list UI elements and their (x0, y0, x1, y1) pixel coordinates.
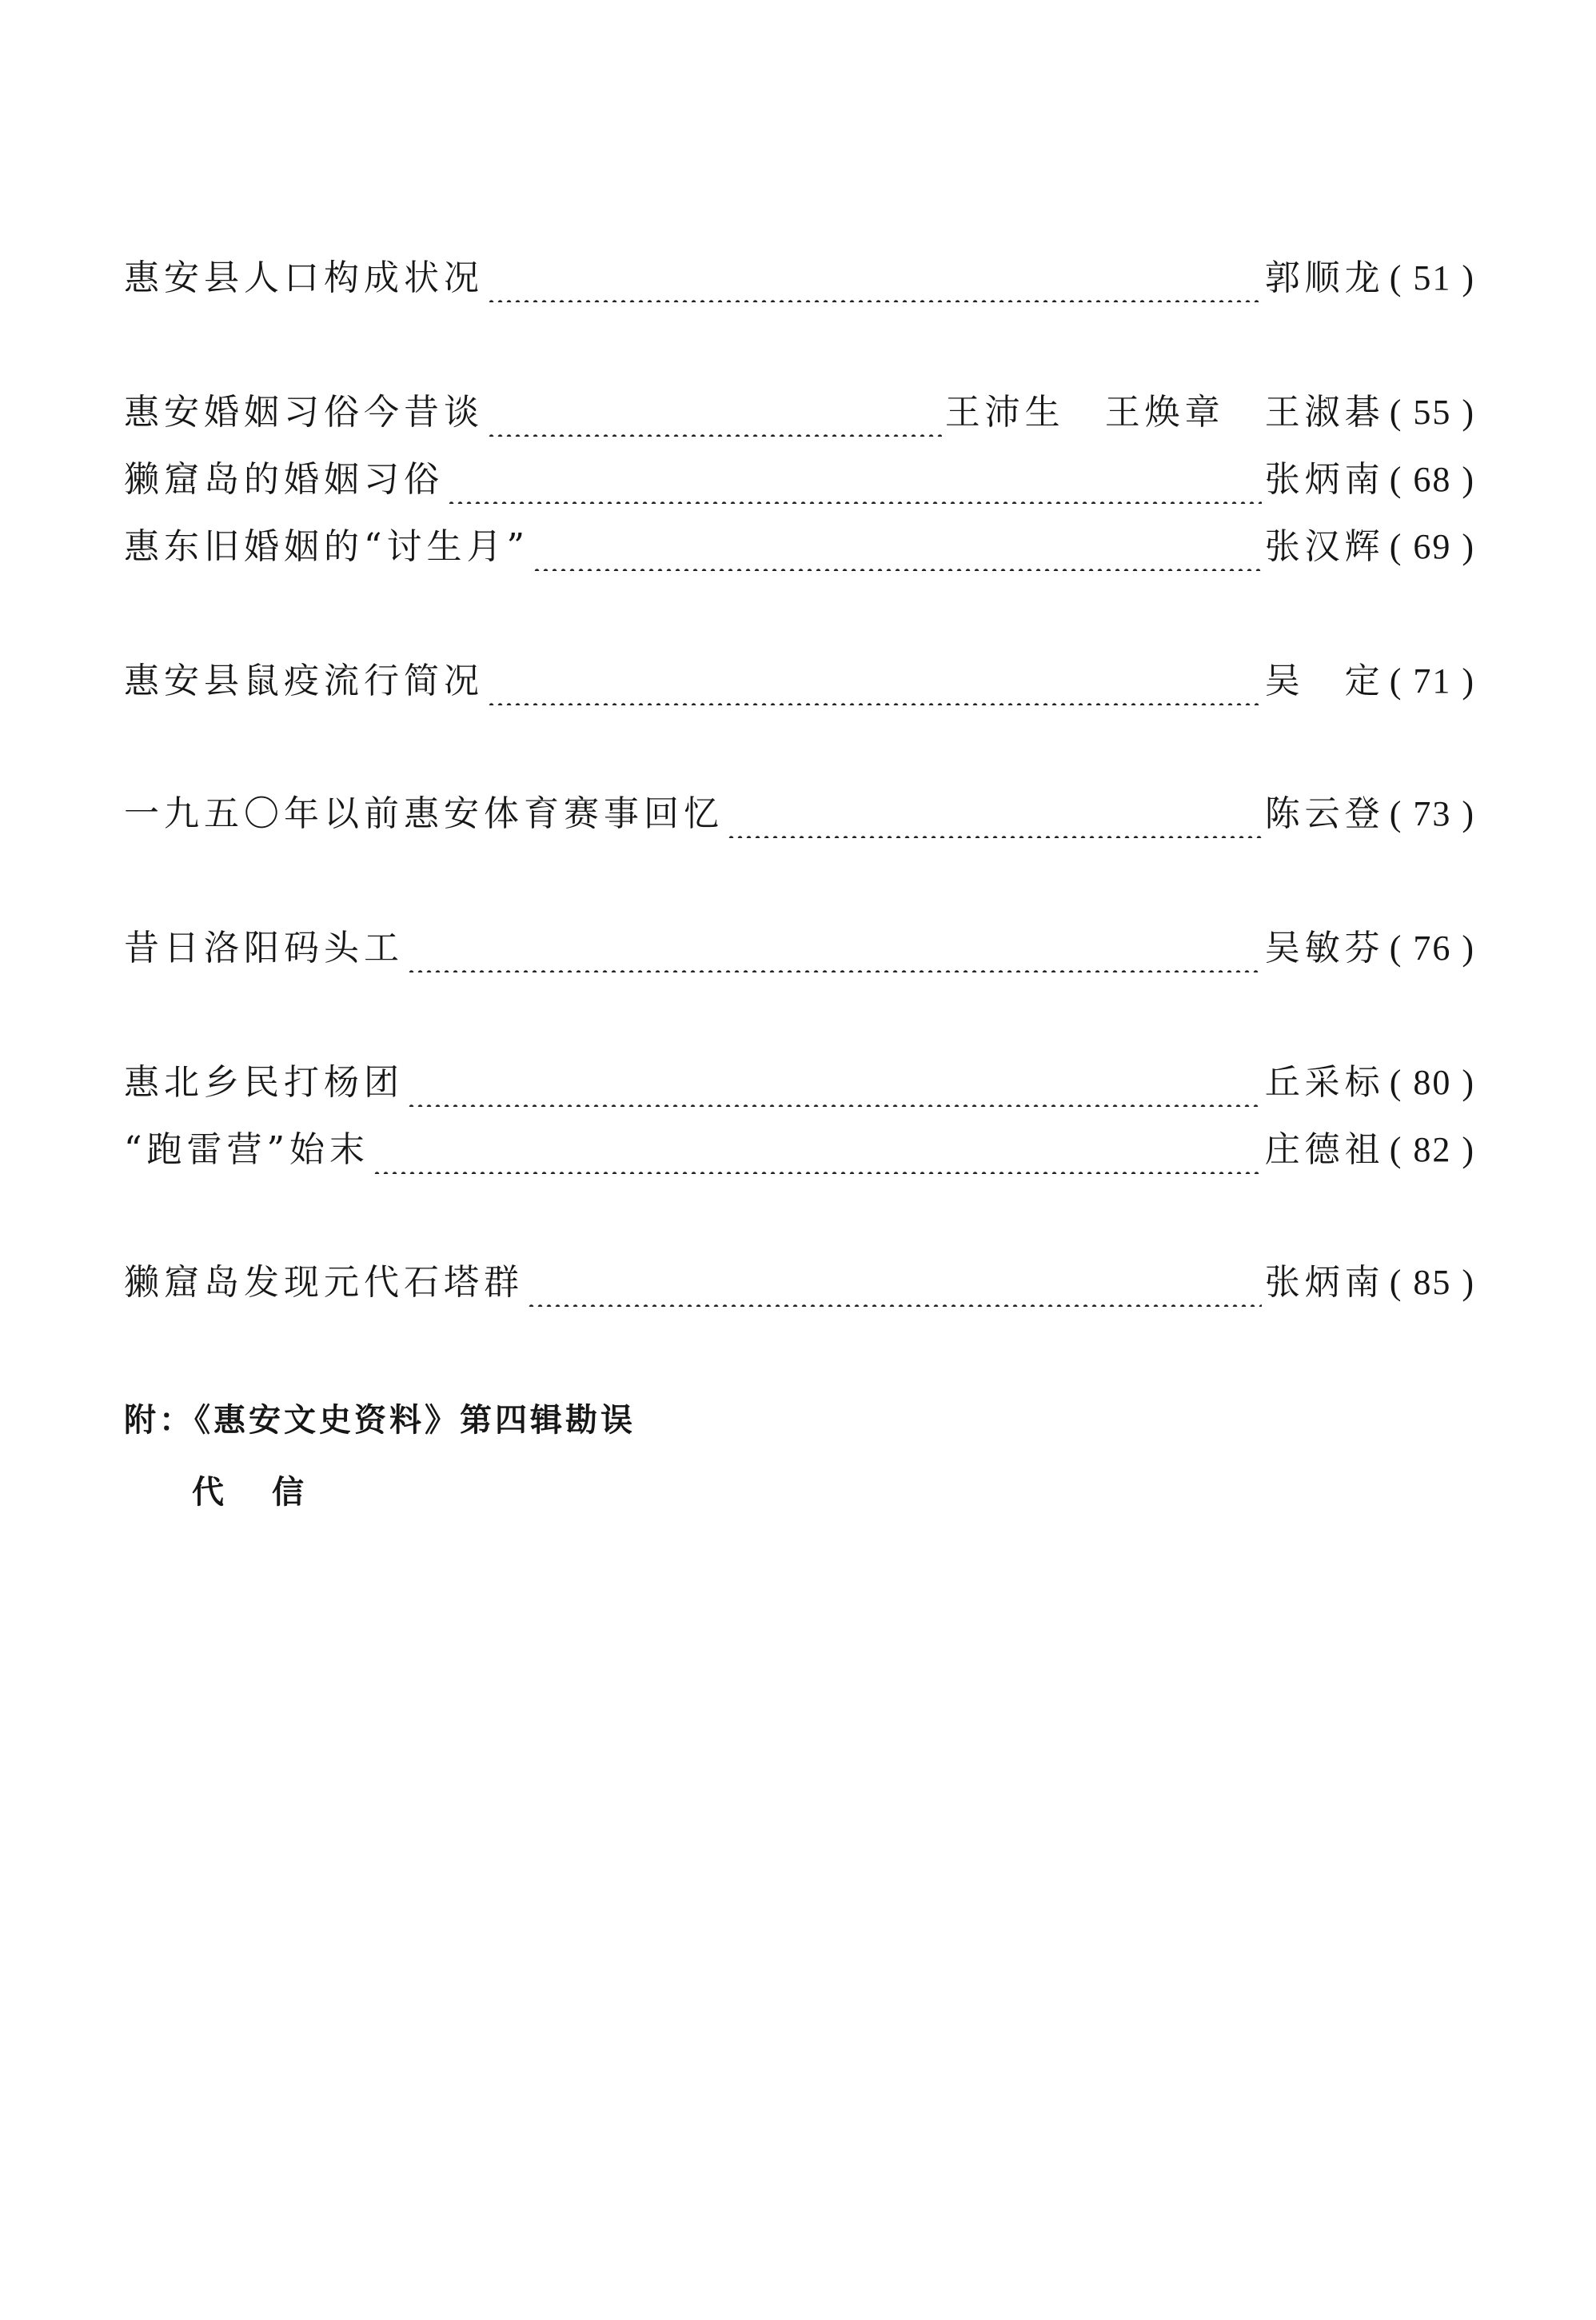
entry-authors (1265, 790, 1385, 838)
entry-title: 惠北乡民打杨团 (124, 1062, 404, 1103)
entry-authors (1265, 1059, 1385, 1107)
author: 王焕章 (1104, 392, 1225, 433)
toc-entry[interactable] (124, 389, 1475, 437)
author: 庄德祖 (1264, 1129, 1385, 1170)
toc-entry[interactable] (124, 1059, 1475, 1107)
toc-entry[interactable] (124, 924, 1475, 972)
toc-entry[interactable] (124, 523, 1475, 571)
author: 丘采标 (1264, 1062, 1385, 1103)
entry-authors (1265, 657, 1385, 705)
author: 吴敏芬 (1264, 928, 1385, 968)
entry-authors (1265, 456, 1385, 504)
author: 张炳南 (1264, 1262, 1385, 1303)
author: 郭顺龙 (1264, 258, 1385, 298)
toc-entry[interactable] (124, 790, 1475, 838)
dot-leader (527, 1259, 1262, 1307)
entry-authors (1265, 924, 1385, 972)
entry-page: ( 71 ) (1389, 661, 1475, 701)
entry-title: 惠安县人口构成状况 (124, 258, 484, 298)
toc-entry[interactable] (124, 1126, 1475, 1174)
entry-title: 昔日洛阳码头工 (124, 928, 404, 968)
entry-title: 一九五〇年以前惠安体育赛事回忆 (124, 793, 724, 834)
entry-page: ( 82 ) (1389, 1130, 1475, 1169)
author: 王沛生 (944, 392, 1065, 433)
entry-authors (1265, 523, 1385, 571)
author: 张汉辉 (1264, 526, 1385, 567)
toc-entry[interactable] (124, 657, 1475, 705)
toc-entry[interactable] (124, 1259, 1475, 1307)
author: 吴 定 (1264, 661, 1385, 701)
entry-title: 惠安婚姻习俗今昔谈 (124, 392, 484, 433)
entry-authors (1265, 254, 1385, 302)
entry-page: ( 55 ) (1389, 393, 1475, 432)
entry-page: ( 51 ) (1389, 258, 1475, 297)
entry-page: ( 69 ) (1389, 527, 1475, 566)
author: 陈云登 (1264, 793, 1385, 834)
dot-leader (373, 1126, 1262, 1174)
dot-leader (487, 254, 1262, 302)
appendix-heading: 附：《惠安文史资料》第四辑勘误 (124, 1401, 636, 1439)
toc-entry[interactable] (124, 254, 1475, 302)
dot-leader (487, 657, 1262, 705)
entry-title: 獭窟岛发现元代石塔群 (124, 1262, 524, 1303)
dot-leader (533, 523, 1262, 571)
dot-leader (487, 389, 942, 437)
entry-page: ( 80 ) (1389, 1063, 1475, 1102)
author: 王淑碁 (1264, 392, 1385, 433)
appendix-item: 代信 (192, 1473, 352, 1511)
dot-leader (407, 924, 1262, 972)
entry-authors (945, 389, 1385, 437)
entry-authors (1265, 1259, 1385, 1307)
entry-title: “跑雷营”始末 (124, 1129, 369, 1170)
dot-leader (447, 456, 1262, 504)
author: 张炳南 (1264, 459, 1385, 500)
toc-entry[interactable] (124, 456, 1475, 504)
entry-page: ( 85 ) (1389, 1263, 1475, 1302)
entry-title: 惠东旧婚姻的“讨生月” (124, 526, 529, 567)
dot-leader (727, 790, 1262, 838)
entry-authors (1265, 1126, 1385, 1174)
dot-leader (407, 1059, 1262, 1107)
entry-title: 獭窟岛的婚姻习俗 (124, 459, 444, 500)
entry-page: ( 68 ) (1389, 460, 1475, 499)
entry-page: ( 73 ) (1389, 794, 1475, 833)
entry-title: 惠安县鼠疫流行简况 (124, 661, 484, 701)
entry-page: ( 76 ) (1389, 928, 1475, 968)
